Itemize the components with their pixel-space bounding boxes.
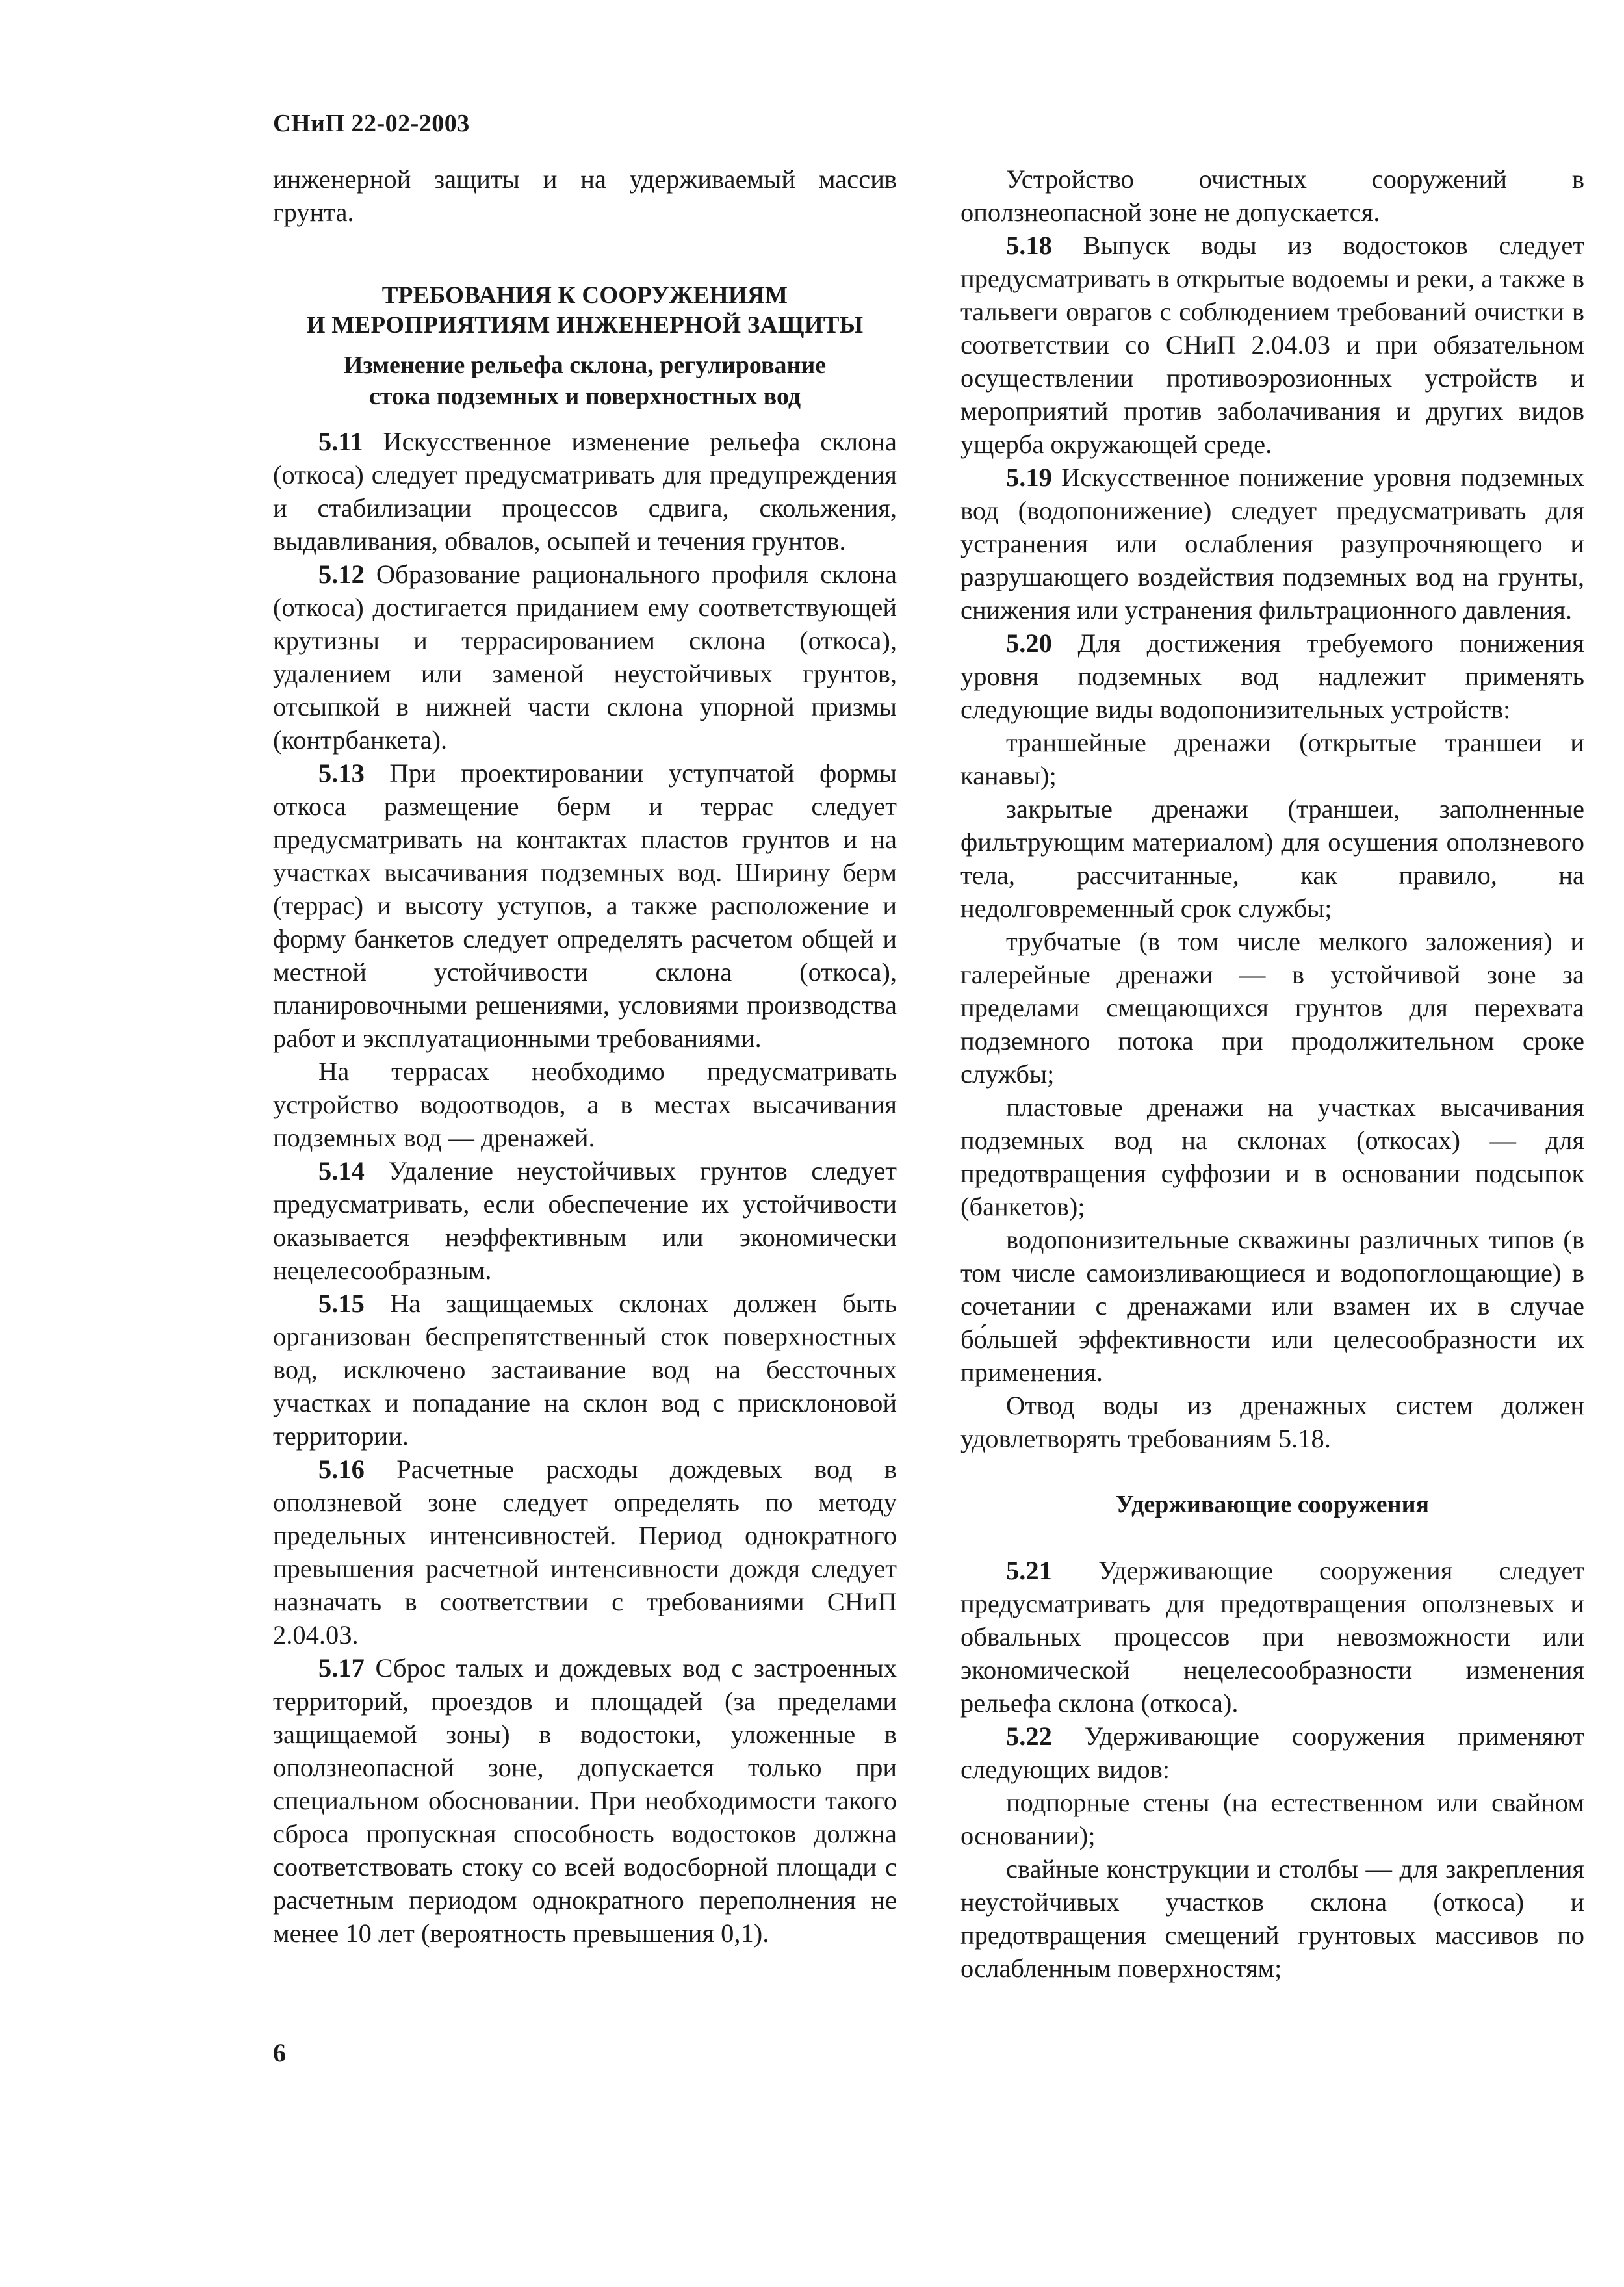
paragraph-5-13 (273, 756, 897, 1055)
paragraph-5-17-treatment: Устройство очистных сооружений в оползнеопасной зоне не допускается. (960, 164, 1584, 227)
section-title-line-2: И МЕРОПРИЯТИЯМ ИНЖЕНЕРНОЙ ЗАЩИТЫ (306, 312, 864, 339)
list-item-retaining-walls: подпорные стены (на естественном или свайном основании); (960, 1788, 1584, 1850)
paragraph-5-14 (273, 1154, 897, 1287)
paragraph-5-16 (273, 1453, 897, 1651)
paragraph-5-11 (273, 425, 897, 558)
list-item-trench-drains: траншейные дренажи (открытые траншеи и канавы); (960, 728, 1584, 790)
clause-text: Удаление неустойчивых грунтов следует предусматривать, если обеспечение их устойчивости оказывается неэффективным или экономически нецелесообразным. (273, 1156, 897, 1285)
right-column (960, 162, 1584, 1985)
paragraph-drainage-requirements: Отвод воды из дренажных систем должен удовлетворять требованиям 5.18. (960, 1391, 1584, 1453)
page-number: 6 (273, 2038, 286, 2067)
clause-text: Искусственное изменение рельефа склона (откоса) следует предусматривать для предупреждения и стабилизации процессов сдвига, скольжения, выдавливания, обвалов, осыпей и течения грунтов. (273, 427, 897, 556)
clause-text: Образование рационального профиля склона (откоса) достигается приданием ему соответствующей крутизны и террасированием склона (откоса), удалением или заменой неустойчивых грунтов, отсыпкой в нижней части склона упорной призмы (контрбанкета). (273, 560, 897, 755)
left-column (273, 162, 897, 1950)
paragraph-5-17 (273, 1651, 897, 1950)
list-item-closed-drains: закрытые дренажи (траншеи, заполненные фильтрующим материалом) для осушения оползневого тела, рассчитанные, как правило, на недолговременный срок службы; (960, 794, 1584, 923)
list-item-layer-drains: пластовые дренажи на участках высачивания подземных вод на склонах (откосах) — для предотвращения суффозии и в основании подсыпок (банкетов); (960, 1092, 1584, 1221)
section-title-line-1: ТРЕБОВАНИЯ К СООРУЖЕНИЯМ (381, 282, 788, 309)
clause-number: 5.16 (318, 1454, 365, 1484)
subsection-title-line-1: Изменение рельефа склона, регулирование (343, 352, 827, 379)
paragraph-5-13-terraces: На террасах необходимо предусматривать устройство водоотводов, а в местах высачивания подземных вод — дренажей. (273, 1057, 897, 1152)
clause-text: Для достижения требуемого понижения уровня подземных вод надлежит применять следующие виды водопонизительных устройств: (960, 628, 1584, 724)
subsection-title-retaining: Удерживающие сооружения (1115, 1491, 1430, 1518)
clause-number: 5.19 (1006, 463, 1052, 492)
paragraph-5-21 (960, 1554, 1584, 1720)
clause-number: 5.15 (318, 1289, 365, 1318)
list-item-pipe-drains: трубчатые (в том числе мелкого заложения) и галерейные дренажи — в устойчивой зоне за пределами смещающихся грунтов для перехвата подземного потока при продолжительном сроке службы; (960, 927, 1584, 1089)
subsection-title-relief (273, 350, 897, 412)
clause-number: 5.20 (1006, 628, 1052, 658)
paragraph-5-18 (960, 229, 1584, 461)
document-code-header: СНиП 22-02-2003 (273, 110, 470, 137)
clause-text: Выпуск воды из водостоков следует предусматривать в открытые водоемы и реки, а также в тальвеги оврагов с соблюдением требований очистки в соответствии со СНиП 2.04.03 и при обязательном осуществлении противоэрозионных устройств и мероприятий против заболачивания и других видов ущерба окружающей среде. (960, 231, 1584, 459)
intro-paragraph: инженерной защиты и на удерживаемый массив грунта. (273, 164, 897, 227)
list-item-pile-structures: свайные конструкции и столбы — для закрепления неустойчивых участков склона (откоса) и предотвращения смещений грунтовых массивов по ослабленным поверхностям; (960, 1854, 1584, 1983)
clause-text: При проектировании уступчатой формы откоса размещение берм и террас следует предусматривать на контактах пластов грунтов и на участках высачивания подземных вод. Ширину берм (террас) и высоту уступов, а также расположение и форму банкетов следует определять расчетом общей и местной устойчивости склона (откоса), планировочными решениями, условиями производства работ и эксплуатационными требованиями. (273, 758, 897, 1053)
clause-text: Сброс талых и дождевых вод с застроенных территорий, проездов и площадей (за пределами защищаемой зоны) в водостоки, уложенные в оползнеопасной зоне, допускается только при специальном обосновании. При необходимости такого сброса пропускная способность водостоков должна соответствовать стоку со всей водосборной площади с расчетным периодом однократного переполнения не менее 10 лет (вероятность превышения 0,1). (273, 1653, 897, 1948)
clause-number: 5.11 (318, 427, 363, 456)
clause-number: 5.12 (318, 560, 365, 589)
clause-number: 5.13 (318, 758, 365, 788)
clause-number: 5.17 (318, 1653, 365, 1683)
subsection-title-line-2: стока подземных и поверхностных вод (368, 383, 801, 410)
clause-text: Удерживающие сооружения применяют следующих видов: (960, 1722, 1584, 1784)
clause-text: Удерживающие сооружения следует предусматривать для предотвращения оползневых и обвальных процессов при невозможности или экономической нецелесообразности изменения рельефа склона (откоса). (960, 1556, 1584, 1718)
clause-number: 5.14 (318, 1156, 365, 1185)
clause-number: 5.21 (1006, 1556, 1052, 1585)
paragraph-5-15 (273, 1287, 897, 1453)
clause-text: На защищаемых склонах должен быть организован беспрепятственный сток поверхностных вод, исключено застаивание вод на бессточных участках и попадание на склон вод с присклоновой территории. (273, 1289, 897, 1451)
paragraph-5-12 (273, 558, 897, 756)
paragraph-5-19 (960, 461, 1584, 627)
clause-text: Расчетные расходы дождевых вод в оползневой зоне следует определять по методу предельных интенсивностей. Период однократного превышения расчетной интенсивности дождя следует назначать в соответствии с требованиями СНиП 2.04.03. (273, 1454, 897, 1649)
clause-number: 5.18 (1006, 231, 1052, 260)
paragraph-5-22 (960, 1720, 1584, 1786)
clause-text: Искусственное понижение уровня подземных вод (водопонижение) следует предусматривать для устранения или ослабления разупрочняющего и разрушающего воздействия подземных вод на грунты, снижения или устранения фильтрационного давления. (960, 463, 1584, 625)
clause-number: 5.22 (1006, 1722, 1052, 1751)
section-title (273, 281, 897, 341)
paragraph-5-20 (960, 627, 1584, 726)
list-item-wells: водопонизительные скважины различных типов (в том числе самоизливающиеся и водопоглощающие) в сочетании с дренажами или взамен их в случае бо́льшей эффективности или целесообразности их применения. (960, 1225, 1584, 1387)
